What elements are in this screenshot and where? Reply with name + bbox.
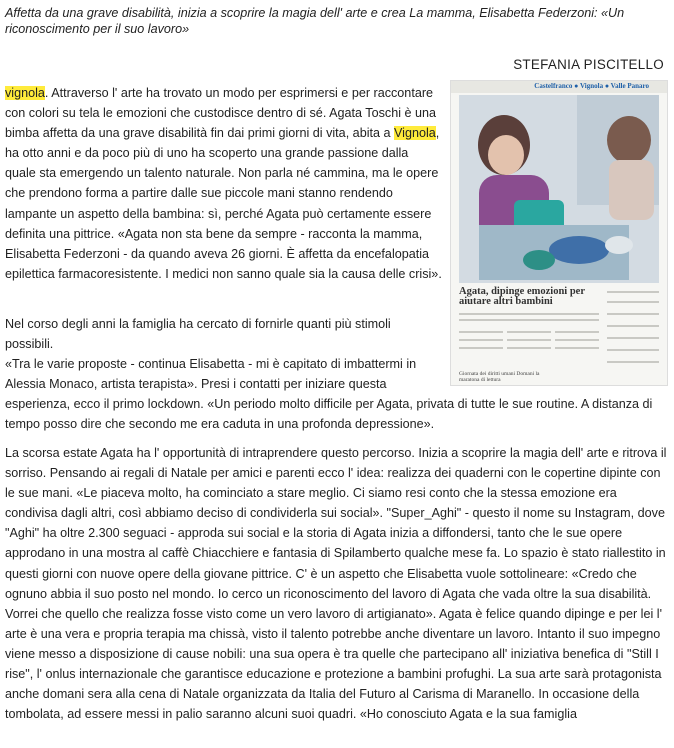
clipping-text-line [459, 339, 503, 341]
highlighted-word: Vignola [394, 126, 436, 141]
clipping-text-line [459, 313, 599, 315]
clipping-brand: Castelfranco ● Vignola ● Valle Panaro [534, 82, 649, 90]
clipping-photo [459, 95, 659, 283]
paragraph-text: . Attraverso l' arte ha trovato un modo per esprimersi e per raccontare con colori su tela le emozioni che custodisce dentro di sé. Agata Toschi è una bimba affetta da una grave disabilità fin dai primi giorni di vita, abita a [5, 86, 437, 141]
article-paragraph-2: Nel corso degli anni la famiglia ha cercato di fornirle quanti più stimoli possibili. [5, 317, 391, 352]
article-paragraph-3b: esperienza, ecco il primo lockdown. «Un periodo molto difficile per Agata, privata di tutte le sue routine. A distanza di tempo posso dire che secondo me era caduta in una profonda depressione». [5, 397, 653, 432]
clipping-text-line [555, 331, 599, 333]
article-subtitle: Affetta da una grave disabilità, inizia a scoprire la magia dell' arte e crea La mamma, Elisabetta Federzoni: «Un riconoscimento per il suo lavoro» [5, 6, 625, 36]
clipping-text-line [607, 325, 659, 327]
article-paragraph-3a: «Tra le varie proposte - continua Elisabetta - mi è capitato di imbattermi in Alessia Monaco, artista terapista». Presi i contatti per iniziare questa [5, 357, 417, 392]
clipping-text-line [507, 347, 551, 349]
clipping-text-line [507, 339, 551, 341]
clipping-text-line [607, 349, 659, 351]
clipping-text-line [459, 319, 599, 321]
clipping-text-line [607, 291, 659, 293]
article-paragraph-4: La scorsa estate Agata ha l' opportunità di intraprendere questo percorso. Inizia a scoprire la magia dell' arte e ritrova il sorriso. Pensando ai regali di Natale per amici e parenti ecco l' idea: realizza dei quaderni con le copertine dipinte con le sue mani. «Le piaceva molto, ha cominciato a stare meglio. Ci siamo resi conto che la stessa emozione era condivisa dagli altri, così abbiamo deciso di condividerla sui social». "Super_Aghi" - questo il nome su Instagram, dove "Aghi" ha oltre 2.300 seguaci - approda sui social e la storia di Agata inizia a diffondersi, tanto che le sue opere approdano in una mostra al caffè Chiacchiere e fantasia di Spilamberto qualche mese fa. Lo spazio è stato riallestito in questi giorni con nuove opere della giovane pittrice. C' è un aspetto che Elisabetta vuole sottolineare: «Credo che ognuno abbia il suo posto nel mondo. Io cerco un riconoscimento del lavoro di Agata che vada oltre la sua disabilità. Vorrei che quello che realizza fosse visto come un vero lavoro di artigianato». Agata è felice quando dipinge e per lei l' arte è una vera e propria terapia ma chissà, visto il talento potrebbe anche diventare un lavoro. Intanto il suo impegno viene messo a disposizione di cause nobili: una sua opera è tra quelle che partecipano all' iniziativa benefica di "Still I rise", l' onlus internazionale che garantisce educazione e protezione a bambini profughi. La sua arte sarà protagonista anche domani sera alla cena di Natale organizzata da Italia del Futuro al Carisma di Maranello. In occasione della tombolata, ad essere messi in palio saranno alcuni suoi quadri. «Ho conosciuto Agata e la sua famiglia [5, 446, 667, 722]
clipping-text-line [607, 337, 659, 339]
clipping-photo-illustration [459, 95, 659, 283]
newspaper-clipping-image [450, 80, 668, 386]
clipping-text-line [607, 361, 659, 363]
clipping-text-line [607, 313, 659, 315]
paragraph-text: , ha otto anni e da poco più di uno ha scoperto una grande passione dalla quale sta emergendo un talento naturale. Non parla né cammina, ma le opere che prendono forma a partire dalle sue piccole mani stanno rendendo lampante un aspetto della bambina: sì, perché Agata può certamente essere definita una pittrice. «Agata non sta bene da sempre - racconta la mamma, Elisabetta Federzoni - da quando aveva 26 giorni. È affetta da encefalopatia epilettica farmacoresistente. I medici non sanno quale sia la causa delle crisi». [5, 126, 442, 281]
clipping-headline: Agata, dipinge emozioni per aiutare altri bambini [459, 286, 585, 307]
clipping-text-line [507, 331, 551, 333]
clipping-text-line [555, 339, 599, 341]
article-paragraph-1 [5, 83, 442, 284]
clipping-text-line [459, 347, 503, 349]
highlighted-word: vignola [5, 86, 45, 100]
clipping-header-bar [451, 81, 667, 93]
clipping-text-line [607, 301, 659, 303]
author-byline: STEFANIA PISCITELLO [513, 57, 664, 72]
clipping-text-line [555, 347, 599, 349]
clipping-text-line [459, 331, 503, 333]
clipping-sub-headline: Giornata dei diritti umani Domani la maratona di lettura [459, 371, 540, 383]
